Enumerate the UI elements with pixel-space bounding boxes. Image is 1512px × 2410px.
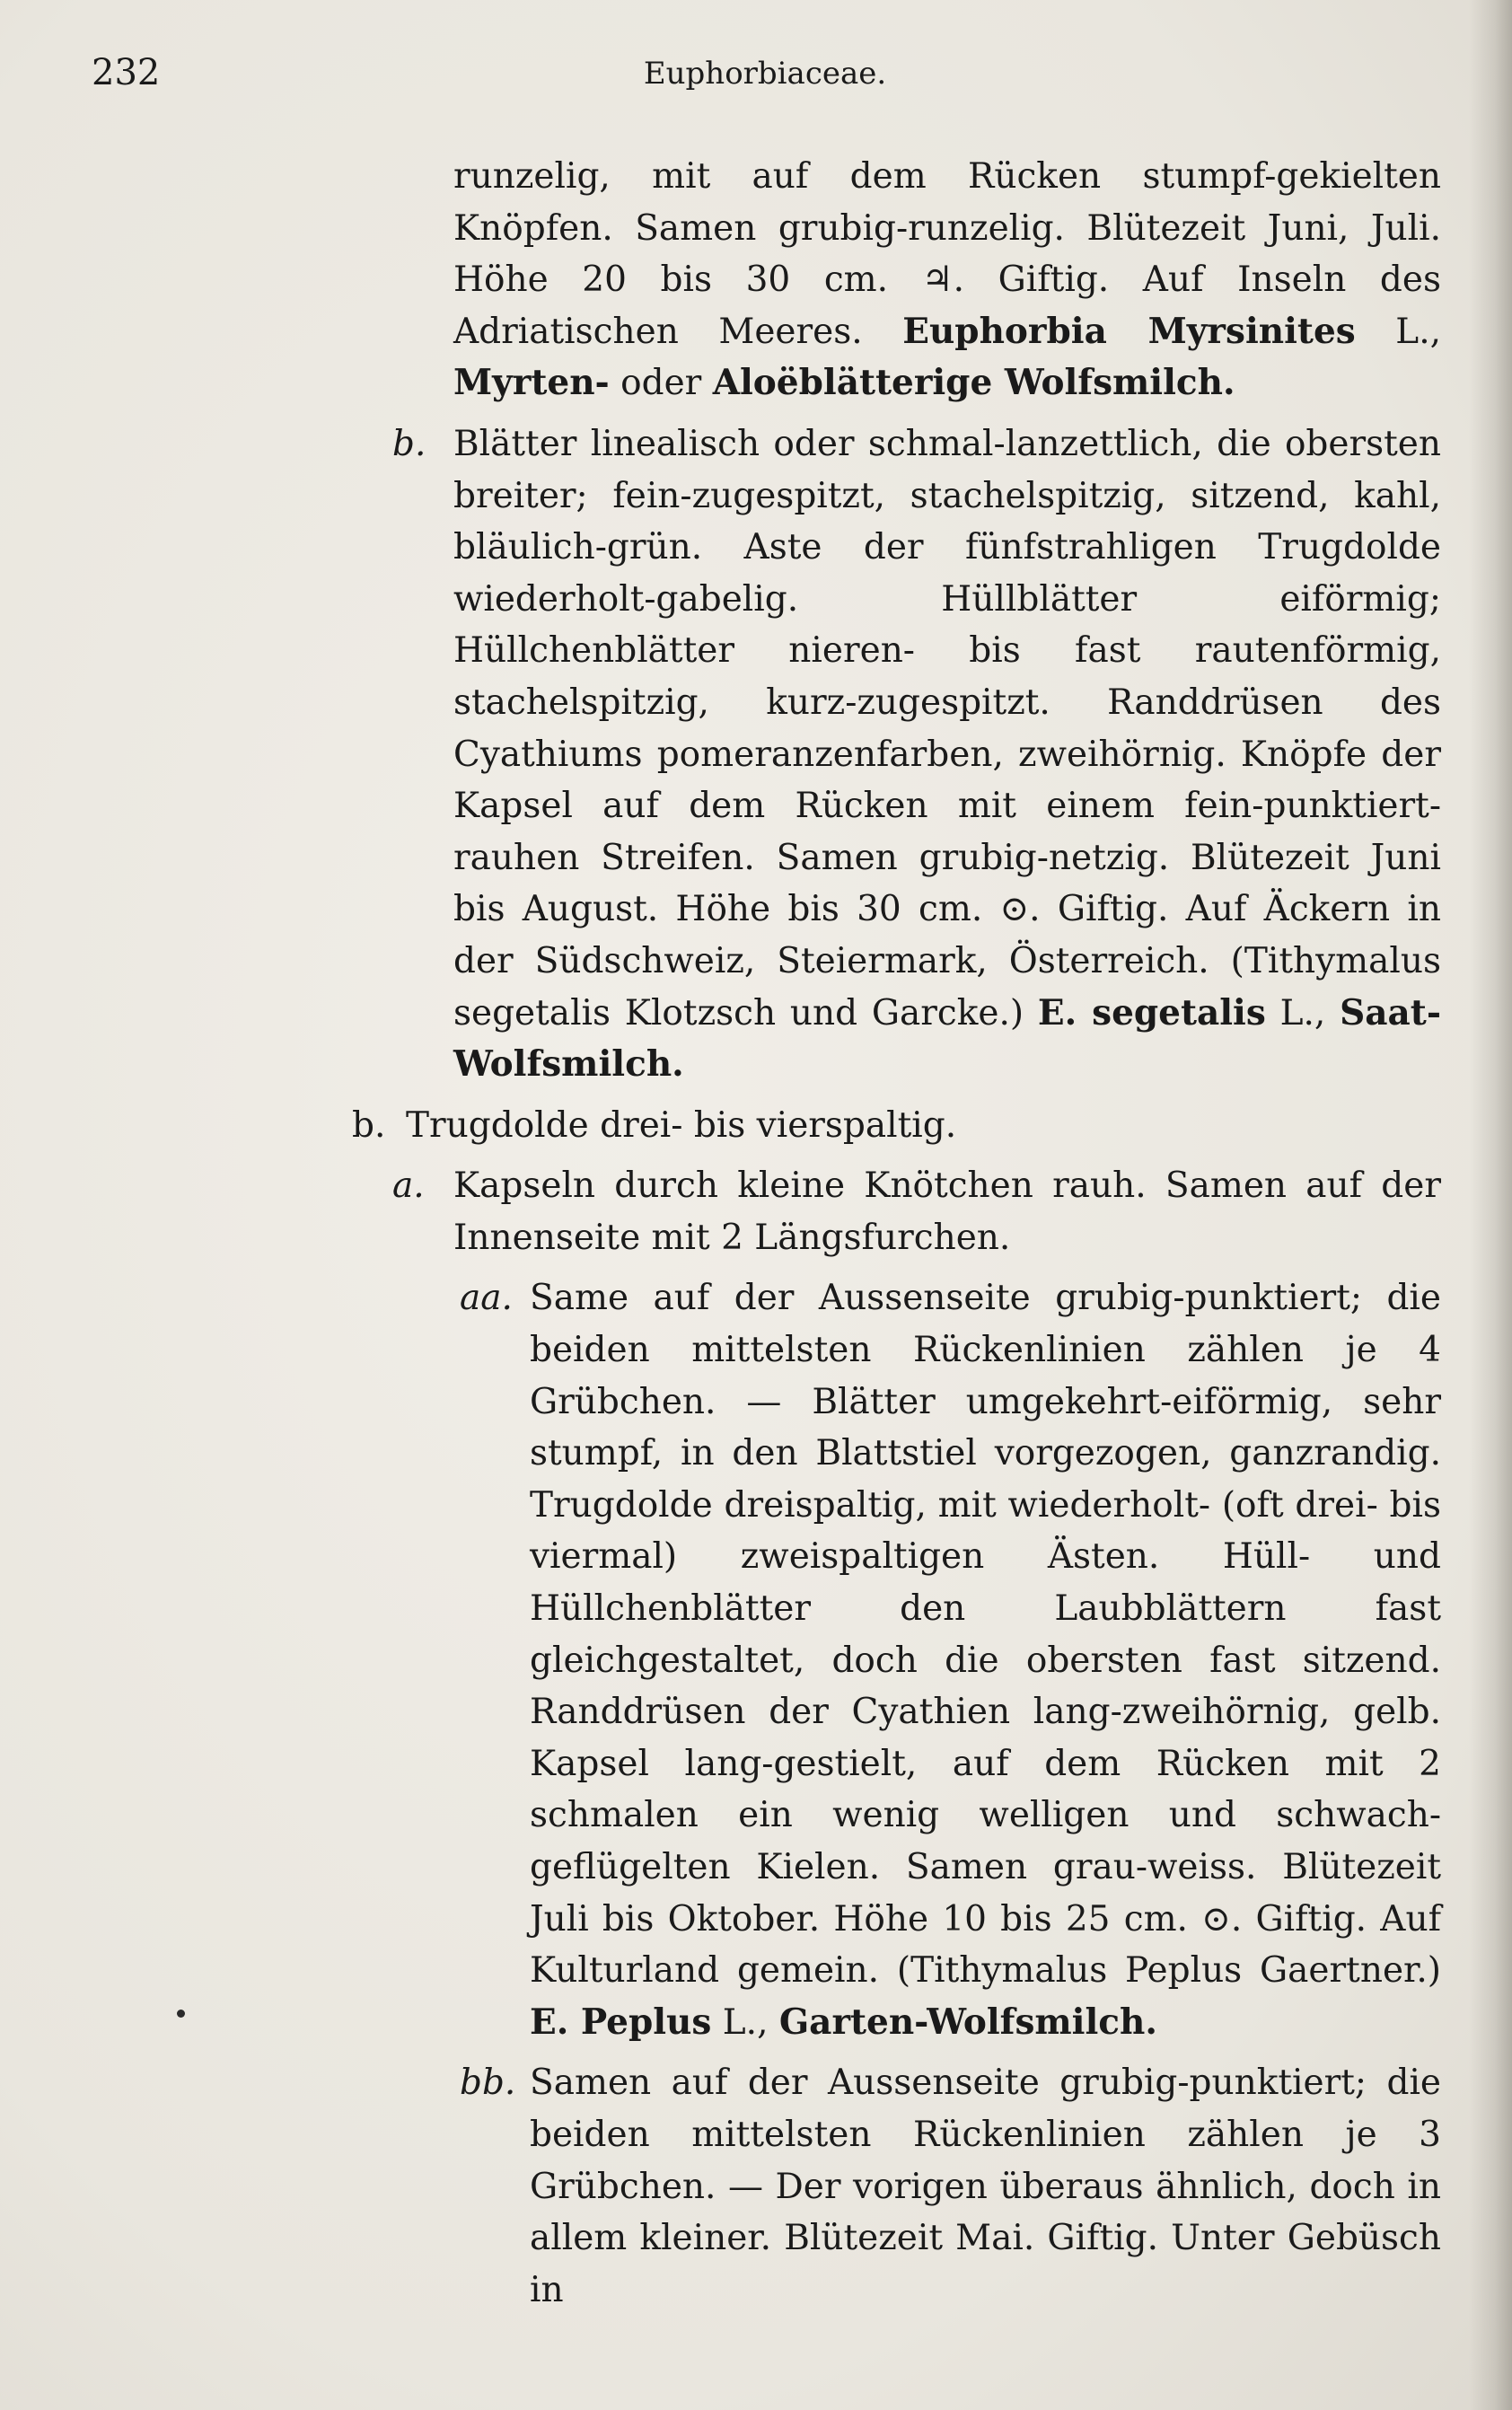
body-text xyxy=(0,151,1512,2325)
ink-speck xyxy=(177,2010,185,2018)
page-header xyxy=(92,52,1438,97)
paragraph-peplus xyxy=(460,1272,1441,2048)
paragraph-bb xyxy=(460,2057,1441,2316)
author-abbrev: L., xyxy=(1265,992,1341,1033)
paragraph-kapseln xyxy=(392,1160,1441,1263)
common-name-alt: Aloëblätterige Wolfsmilch. xyxy=(712,362,1235,404)
species-name: Euphorbia Myrsinites xyxy=(902,310,1356,352)
paragraph-text: Kapseln durch kleine Knötchen rauh. Samen auf der Innenseite mit 2 Längsfurchen. xyxy=(453,1165,1441,1258)
species-name: E. segetalis xyxy=(1037,991,1266,1033)
paragraph-text: runzelig, mit auf dem Rücken stumpf-gekielten Knöpfen. Samen grubig-runzelig. Blütezeit Juni, Juli. Höhe 20 bis 30 cm. ♃. Giftig. Auf Inseln des Adriatischen Meeres. xyxy=(453,156,1441,352)
author-abbrev: L., xyxy=(1355,311,1441,352)
key-marker: b. xyxy=(352,1104,386,1146)
paragraph-text: Trugdolde drei- bis vierspaltig. xyxy=(406,1104,957,1146)
paragraph-text: Blätter linealisch oder schmal-lanzettlich, die obersten breiter; fein-zugespitzt, stachelspitzig, sitzend, kahl, bläulich-grün. Aste der fünfstrahligen Trugdolde wiederholt-gabelig. Hüllblätter eiförmig; Hüllchenblätter nieren- bis fast rautenförmig, stachelspitzig, kurz-zugespitzt. Randdrüsen des Cyathiums pomeranzenfarben, zweihörnig. Knöpfe der Kapsel auf dem Rücken mit einem fein-punktiert-rauhen Streifen. Samen grubig-netzig. Blütezeit Juni bis August. Höhe bis 30 cm. ⊙. Giftig. Auf Äckern in der Südschweiz, Steiermark, Österreich. (Tithymalus segetalis Klotzsch und Garcke.) xyxy=(453,423,1441,1033)
paragraph-text: Samen auf der Aussenseite grubig-punktiert; die beiden mittelsten Rückenlinien zählen je 3 Grübchen. — Der vorigen überaus ähnlich, doch in allem kleiner. Blütezeit Mai. Giftig. Unter Gebüsch in xyxy=(530,2063,1441,2310)
paragraph-myrsinites xyxy=(453,151,1441,409)
page-number: 232 xyxy=(92,52,161,93)
common-name: Saat-Wolfsmilch. xyxy=(453,991,1441,1086)
common-name: Myrten- xyxy=(453,362,610,404)
species-name: E. Peplus xyxy=(530,2001,712,2043)
key-marker: a. xyxy=(392,1165,425,1207)
key-marker: bb. xyxy=(460,2063,516,2104)
key-marker: b. xyxy=(392,423,426,464)
key-marker: aa. xyxy=(460,1278,513,1319)
paragraph-segetalis xyxy=(392,418,1441,1091)
conjunction: oder xyxy=(609,363,713,404)
paragraph-text: Same auf der Aussenseite grubig-punktiert; die beiden mittelsten Rückenlinien zählen je 4 Grübchen. — Blätter umgekehrt-eiförmig, sehr stumpf, in den Blattstiel vorgezogen, ganzrandig. Trugdolde dreispaltig, mit wiederholt- (oft drei- bis viermal) zweispaltigen Ästen. Hüll- und Hüllchenblätter den Laubblättern fast gleichgestaltet, doch die obersten fast sitzend. Randdrüsen der Cyathien lang-zweihörnig, gelb. Kapsel lang-gestielt, auf dem Rücken mit 2 schmalen ein wenig welligen und schwach-geflügelten Kielen. Samen grau-weiss. Blütezeit Juli bis Oktober. Höhe 10 bis 25 cm. ⊙. Giftig. Auf Kulturland gemein. (Tithymalus Peplus Gaertner.) xyxy=(530,1278,1441,1992)
common-name: Garten-Wolfsmilch. xyxy=(778,2001,1157,2043)
running-head: Euphorbiaceae. xyxy=(643,56,887,92)
author-abbrev: L., xyxy=(711,2001,779,2043)
paragraph-trugdolde xyxy=(352,1100,1438,1152)
